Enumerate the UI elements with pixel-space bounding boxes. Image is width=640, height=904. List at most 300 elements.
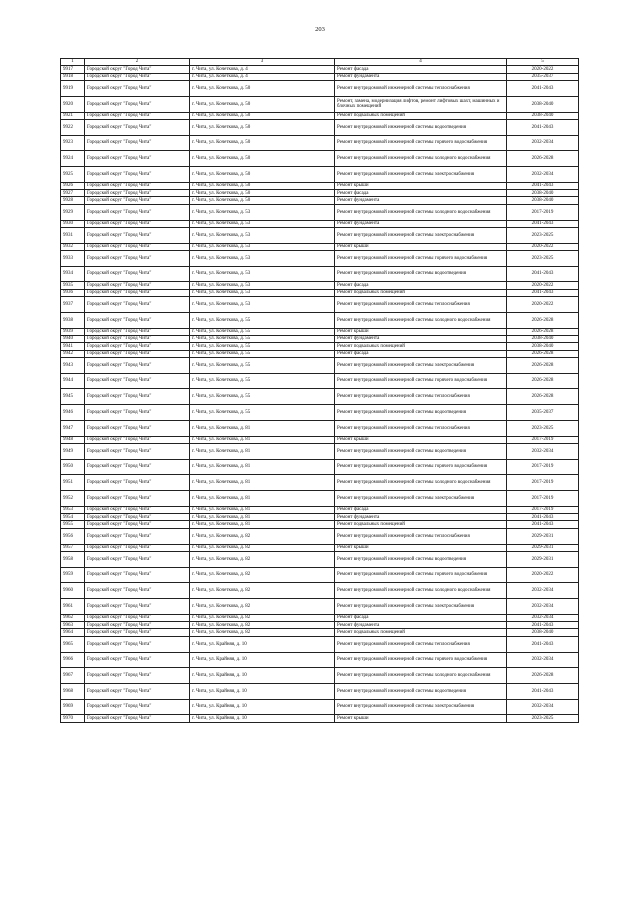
period-cell: 2041-2043: [507, 622, 579, 629]
work-type-cell: Ремонт внутридомовой инженерной системы водоотведения: [335, 551, 507, 567]
row-number-cell: 9951: [61, 475, 85, 491]
municipality-cell: Городской округ "Город Чита": [85, 282, 190, 289]
period-cell: 2026-2028: [507, 328, 579, 335]
municipality-cell: Городской округ "Город Чита": [85, 312, 190, 328]
row-number-cell: 9955: [61, 521, 85, 528]
period-cell: 2032-2034: [507, 443, 579, 459]
table-row: [61, 636, 579, 652]
row-number-cell: 9935: [61, 282, 85, 289]
table-row: [61, 358, 579, 374]
table-row: [61, 297, 579, 313]
period-cell: 2032-2034: [507, 614, 579, 621]
table-row: [61, 683, 579, 699]
address-cell: г. Чита, ул. Кочеткова, д. 82: [190, 622, 335, 629]
table-row: [61, 251, 579, 267]
municipality-cell: Городской округ "Город Чита": [85, 652, 190, 668]
municipality-cell: Городской округ "Город Чита": [85, 151, 190, 167]
municipality-cell: Городской округ "Город Чита": [85, 167, 190, 183]
table-row: [61, 436, 579, 443]
municipality-cell: Городской округ "Город Чита": [85, 182, 190, 189]
row-number-cell: 9961: [61, 599, 85, 615]
row-number-cell: 9958: [61, 551, 85, 567]
municipality-cell: Городской округ "Город Чита": [85, 297, 190, 313]
work-type-cell: Ремонт подвальных помещений: [335, 629, 507, 636]
address-cell: г. Чита, ул. Кочеткова, д. 82: [190, 599, 335, 615]
table-row: [61, 373, 579, 389]
page-number: 203: [315, 26, 325, 33]
address-cell: г. Чита, ул. Кочеткова, д. 53: [190, 227, 335, 243]
row-number-cell: 9929: [61, 204, 85, 220]
address-cell: г. Чита, ул. Кочеткова, д. 50: [190, 151, 335, 167]
row-number-cell: 9952: [61, 491, 85, 507]
work-type-cell: Ремонт внутридомовой инженерной системы электроснабжения: [335, 227, 507, 243]
address-cell: г. Чита, ул. Кочеткова, д. 82: [190, 614, 335, 621]
period-cell: 2032-2034: [507, 167, 579, 183]
period-cell: 2029-2031: [507, 544, 579, 551]
work-type-cell: Ремонт внутридомовой инженерной системы холодного водоснабжения: [335, 583, 507, 599]
work-type-cell: Ремонт внутридомовой инженерной системы водоотведения: [335, 683, 507, 699]
table-row: [61, 350, 579, 357]
row-number-cell: 9917: [61, 66, 85, 73]
column-number-2: 2: [85, 59, 190, 66]
address-cell: г. Чита, ул. Кочеткова, д. 4: [190, 73, 335, 80]
address-cell: г. Чита, ул. Крайняя, д. 10: [190, 652, 335, 668]
row-number-cell: 9942: [61, 350, 85, 357]
table-row: [61, 73, 579, 80]
table-row: [61, 514, 579, 521]
municipality-cell: Городской округ "Город Чита": [85, 622, 190, 629]
municipality-cell: Городской округ "Город Чита": [85, 699, 190, 715]
table-row: [61, 443, 579, 459]
work-type-cell: Ремонт крыши: [335, 328, 507, 335]
work-type-cell: Ремонт подвальных помещений: [335, 521, 507, 528]
municipality-cell: Городской округ "Город Чита": [85, 266, 190, 282]
table-row: [61, 599, 579, 615]
table-row: [61, 699, 579, 715]
work-type-cell: Ремонт внутридомовой инженерной системы водоотведения: [335, 443, 507, 459]
table-row: [61, 204, 579, 220]
row-number-cell: 9965: [61, 636, 85, 652]
municipality-cell: Городской округ "Город Чита": [85, 614, 190, 621]
work-type-cell: Ремонт внутридомовой инженерной системы холодного водоснабжения: [335, 668, 507, 684]
address-cell: г. Чита, ул. Кочеткова, д. 55: [190, 343, 335, 350]
table-row: [61, 197, 579, 204]
address-cell: г. Чита, ул. Кочеткова, д. 81: [190, 475, 335, 491]
municipality-cell: Городской округ "Город Чита": [85, 204, 190, 220]
table-row: [61, 266, 579, 282]
municipality-cell: Городской округ "Город Чита": [85, 567, 190, 583]
table-row: [61, 135, 579, 151]
work-type-cell: Ремонт крыши: [335, 182, 507, 189]
work-type-cell: Ремонт внутридомовой инженерной системы теплоснабжения: [335, 528, 507, 544]
row-number-cell: 9966: [61, 652, 85, 668]
address-cell: г. Чита, ул. Кочеткова, д. 50: [190, 112, 335, 119]
address-cell: г. Чита, ул. Кочеткова, д. 55: [190, 328, 335, 335]
row-number-cell: 9924: [61, 151, 85, 167]
period-cell: 2020-2022: [507, 66, 579, 73]
period-cell: 2026-2028: [507, 373, 579, 389]
row-number-cell: 9918: [61, 73, 85, 80]
period-cell: 2041-2043: [507, 521, 579, 528]
table-row: [61, 567, 579, 583]
row-number-cell: 9928: [61, 197, 85, 204]
municipality-cell: Городской округ "Город Чита": [85, 514, 190, 521]
period-cell: 2038-2040: [507, 343, 579, 350]
address-cell: г. Чита, ул. Кочеткова, д. 81: [190, 506, 335, 513]
period-cell: 2038-2040: [507, 96, 579, 112]
table-row: [61, 182, 579, 189]
period-cell: 2020-2022: [507, 243, 579, 250]
row-number-cell: 9934: [61, 266, 85, 282]
work-type-cell: Ремонт фундамента: [335, 514, 507, 521]
municipality-cell: Городской округ "Город Чита": [85, 475, 190, 491]
row-number-cell: 9945: [61, 389, 85, 405]
address-cell: г. Чита, ул. Кочеткова, д. 50: [190, 96, 335, 112]
municipality-cell: Городской округ "Город Чита": [85, 343, 190, 350]
row-number-cell: 9925: [61, 167, 85, 183]
work-type-cell: Ремонт внутридомовой инженерной системы электроснабжения: [335, 699, 507, 715]
table-row: [61, 420, 579, 436]
period-cell: 2017-2019: [507, 475, 579, 491]
row-number-cell: 9943: [61, 358, 85, 374]
municipality-cell: Городской округ "Город Чита": [85, 528, 190, 544]
period-cell: 2041-2043: [507, 81, 579, 97]
work-type-cell: Ремонт фундамента: [335, 197, 507, 204]
municipality-cell: Городской округ "Город Чита": [85, 350, 190, 357]
address-cell: г. Чита, ул. Кочеткова, д. 55: [190, 350, 335, 357]
row-number-cell: 9968: [61, 683, 85, 699]
period-cell: 2038-2040: [507, 335, 579, 342]
period-cell: 2041-2043: [507, 636, 579, 652]
work-type-cell: Ремонт внутридомовой инженерной системы горячего водоснабжения: [335, 135, 507, 151]
work-type-cell: Ремонт фасада: [335, 614, 507, 621]
table-row: [61, 343, 579, 350]
row-number-cell: 9933: [61, 251, 85, 267]
municipality-cell: Городской округ "Город Чита": [85, 251, 190, 267]
row-number-cell: 9957: [61, 544, 85, 551]
work-type-cell: Ремонт фасада: [335, 506, 507, 513]
table-row: [61, 167, 579, 183]
address-cell: г. Чита, ул. Кочеткова, д. 53: [190, 289, 335, 296]
row-number-cell: 9927: [61, 190, 85, 197]
work-type-cell: Ремонт внутридомовой инженерной системы теплоснабжения: [335, 420, 507, 436]
period-cell: 2041-2043: [507, 683, 579, 699]
address-cell: г. Чита, ул. Кочеткова, д. 50: [190, 197, 335, 204]
address-cell: г. Чита, ул. Кочеткова, д. 50: [190, 135, 335, 151]
row-number-cell: 9962: [61, 614, 85, 621]
table-row: [61, 715, 579, 722]
period-cell: 2029-2031: [507, 528, 579, 544]
address-cell: г. Чита, ул. Кочеткова, д. 82: [190, 583, 335, 599]
work-type-cell: Ремонт внутридомовой инженерной системы горячего водоснабжения: [335, 652, 507, 668]
column-number-5: 5: [507, 59, 579, 66]
row-number-cell: 9949: [61, 443, 85, 459]
period-cell: 2032-2034: [507, 583, 579, 599]
period-cell: 2017-2019: [507, 204, 579, 220]
municipality-cell: Городской округ "Город Чита": [85, 220, 190, 227]
work-type-cell: Ремонт фасада: [335, 350, 507, 357]
address-cell: г. Чита, ул. Кочеткова, д. 82: [190, 551, 335, 567]
address-cell: г. Чита, ул. Кочеткова, д. 55: [190, 389, 335, 405]
work-type-cell: Ремонт крыши: [335, 436, 507, 443]
row-number-cell: 9939: [61, 328, 85, 335]
municipality-cell: Городской округ "Город Чита": [85, 436, 190, 443]
table-body: [61, 59, 579, 723]
table-row: [61, 96, 579, 112]
period-cell: 2038-2040: [507, 629, 579, 636]
work-type-cell: Ремонт внутридомовой инженерной системы водоотведения: [335, 405, 507, 421]
municipality-cell: Городской округ "Город Чита": [85, 405, 190, 421]
table-row: [61, 81, 579, 97]
work-type-cell: Ремонт внутридомовой инженерной системы теплоснабжения: [335, 636, 507, 652]
table-row: [61, 521, 579, 528]
period-cell: 2041-2043: [507, 220, 579, 227]
period-cell: 2020-2022: [507, 282, 579, 289]
row-number-cell: 9970: [61, 715, 85, 722]
period-cell: 2038-2040: [507, 197, 579, 204]
address-cell: г. Чита, ул. Кочеткова, д. 53: [190, 251, 335, 267]
municipality-cell: Городской округ "Город Чита": [85, 506, 190, 513]
row-number-cell: 9919: [61, 81, 85, 97]
row-number-cell: 9953: [61, 506, 85, 513]
address-cell: г. Чита, ул. Кочеткова, д. 82: [190, 528, 335, 544]
municipality-cell: Городской округ "Город Чита": [85, 599, 190, 615]
period-cell: 2026-2028: [507, 389, 579, 405]
table-row: [61, 328, 579, 335]
address-cell: г. Чита, ул. Кочеткова, д. 81: [190, 436, 335, 443]
table-row: [61, 312, 579, 328]
period-cell: 2026-2028: [507, 151, 579, 167]
table-row: [61, 668, 579, 684]
address-cell: г. Чита, ул. Кочеткова, д. 81: [190, 521, 335, 528]
row-number-cell: 9923: [61, 135, 85, 151]
work-type-cell: Ремонт внутридомовой инженерной системы электроснабжения: [335, 358, 507, 374]
address-cell: г. Чита, ул. Крайняя, д. 10: [190, 699, 335, 715]
table-row: [61, 227, 579, 243]
row-number-cell: 9959: [61, 567, 85, 583]
period-cell: 2041-2043: [507, 182, 579, 189]
municipality-cell: Городской округ "Город Чита": [85, 551, 190, 567]
municipality-cell: Городской округ "Город Чита": [85, 629, 190, 636]
address-cell: г. Чита, ул. Кочеткова, д. 81: [190, 420, 335, 436]
table-row: [61, 289, 579, 296]
work-type-cell: Ремонт внутридомовой инженерной системы горячего водоснабжения: [335, 373, 507, 389]
period-cell: 2032-2034: [507, 599, 579, 615]
address-cell: г. Чита, ул. Кочеткова, д. 50: [190, 182, 335, 189]
period-cell: 2017-2019: [507, 506, 579, 513]
table-row: [61, 243, 579, 250]
period-cell: 2041-2043: [507, 514, 579, 521]
period-cell: 2026-2028: [507, 312, 579, 328]
municipality-cell: Городской округ "Город Чита": [85, 227, 190, 243]
period-cell: 2023-2025: [507, 251, 579, 267]
column-number-4: 4: [335, 59, 507, 66]
row-number-cell: 9964: [61, 629, 85, 636]
table-row: [61, 190, 579, 197]
address-cell: г. Чита, ул. Кочеткова, д. 55: [190, 312, 335, 328]
address-cell: г. Чита, ул. Кочеткова, д. 55: [190, 405, 335, 421]
address-cell: г. Чита, ул. Крайняя, д. 10: [190, 683, 335, 699]
municipality-cell: Городской округ "Город Чита": [85, 459, 190, 475]
row-number-cell: 9960: [61, 583, 85, 599]
column-number-1: 1: [61, 59, 85, 66]
row-number-cell: 9950: [61, 459, 85, 475]
address-cell: г. Чита, ул. Крайняя, д. 10: [190, 636, 335, 652]
row-number-cell: 9931: [61, 227, 85, 243]
row-number-cell: 9930: [61, 220, 85, 227]
period-cell: 2032-2034: [507, 135, 579, 151]
row-number-cell: 9932: [61, 243, 85, 250]
table-row: [61, 652, 579, 668]
row-number-cell: 9926: [61, 182, 85, 189]
table-row: [61, 544, 579, 551]
row-number-cell: 9936: [61, 289, 85, 296]
municipality-cell: Городской округ "Город Чита": [85, 119, 190, 135]
table-row: [61, 119, 579, 135]
municipality-cell: Городской округ "Город Чита": [85, 521, 190, 528]
address-cell: г. Чита, ул. Крайняя, д. 10: [190, 668, 335, 684]
address-cell: г. Чита, ул. Кочеткова, д. 82: [190, 629, 335, 636]
work-type-cell: Ремонт внутридомовой инженерной системы электроснабжения: [335, 491, 507, 507]
table-row: [61, 405, 579, 421]
municipality-cell: Городской округ "Город Чита": [85, 112, 190, 119]
address-cell: г. Чита, ул. Кочеткова, д. 55: [190, 358, 335, 374]
table-row: [61, 66, 579, 73]
work-type-cell: Ремонт внутридомовой инженерной системы горячего водоснабжения: [335, 567, 507, 583]
row-number-cell: 9940: [61, 335, 85, 342]
municipality-cell: Городской округ "Город Чита": [85, 135, 190, 151]
address-cell: г. Чита, ул. Кочеткова, д. 82: [190, 544, 335, 551]
period-cell: 2020-2022: [507, 297, 579, 313]
table-row: [61, 112, 579, 119]
period-cell: 2032-2034: [507, 699, 579, 715]
municipality-cell: Городской округ "Город Чита": [85, 491, 190, 507]
work-type-cell: Ремонт фундамента: [335, 73, 507, 80]
work-type-cell: Ремонт внутридомовой инженерной системы электроснабжения: [335, 167, 507, 183]
table-header-row: [61, 59, 579, 66]
municipality-cell: Городской округ "Город Чита": [85, 358, 190, 374]
address-cell: г. Чита, ул. Кочеткова, д. 55: [190, 335, 335, 342]
table-row: [61, 220, 579, 227]
address-cell: г. Чита, ул. Кочеткова, д. 50: [190, 190, 335, 197]
work-type-cell: Ремонт, замена, модернизация лифтов, ремонт лифтовых шахт, машинных и блочных помещений: [335, 96, 507, 112]
period-cell: 2029-2031: [507, 551, 579, 567]
address-cell: г. Чита, ул. Кочеткова, д. 53: [190, 220, 335, 227]
period-cell: 2017-2019: [507, 436, 579, 443]
period-cell: 2035-2037: [507, 73, 579, 80]
work-type-cell: Ремонт внутридомовой инженерной системы горячего водоснабжения: [335, 251, 507, 267]
work-type-cell: Ремонт фасада: [335, 66, 507, 73]
row-number-cell: 9956: [61, 528, 85, 544]
municipality-cell: Городской округ "Город Чита": [85, 328, 190, 335]
work-type-cell: Ремонт внутридомовой инженерной системы электроснабжения: [335, 599, 507, 615]
work-type-cell: Ремонт крыши: [335, 544, 507, 551]
work-type-cell: Ремонт внутридомовой инженерной системы холодного водоснабжения: [335, 204, 507, 220]
municipality-cell: Городской округ "Город Чита": [85, 243, 190, 250]
row-number-cell: 9946: [61, 405, 85, 421]
municipality-cell: Городской округ "Город Чита": [85, 636, 190, 652]
address-cell: г. Чита, ул. Кочеткова, д. 81: [190, 491, 335, 507]
municipality-cell: Городской округ "Город Чита": [85, 420, 190, 436]
row-number-cell: 9920: [61, 96, 85, 112]
address-cell: г. Чита, ул. Кочеткова, д. 50: [190, 167, 335, 183]
row-number-cell: 9921: [61, 112, 85, 119]
period-cell: 2038-2040: [507, 190, 579, 197]
municipality-cell: Городской округ "Город Чита": [85, 190, 190, 197]
row-number-cell: 9941: [61, 343, 85, 350]
repair-schedule-table: [60, 58, 579, 723]
municipality-cell: Городской округ "Город Чита": [85, 583, 190, 599]
column-number-3: 3: [190, 59, 335, 66]
table-row: [61, 629, 579, 636]
table-row: [61, 151, 579, 167]
work-type-cell: Ремонт фундамента: [335, 622, 507, 629]
address-cell: г. Чита, ул. Кочеткова, д. 50: [190, 81, 335, 97]
work-type-cell: Ремонт внутридомовой инженерной системы водоотведения: [335, 119, 507, 135]
row-number-cell: 9947: [61, 420, 85, 436]
period-cell: 2023-2025: [507, 227, 579, 243]
period-cell: 2017-2019: [507, 459, 579, 475]
municipality-cell: Городской округ "Город Чита": [85, 81, 190, 97]
municipality-cell: Городской округ "Город Чита": [85, 66, 190, 73]
work-type-cell: Ремонт крыши: [335, 243, 507, 250]
period-cell: 2032-2034: [507, 652, 579, 668]
work-type-cell: Ремонт фасада: [335, 190, 507, 197]
municipality-cell: Городской округ "Город Чита": [85, 389, 190, 405]
work-type-cell: Ремонт внутридомовой инженерной системы теплоснабжения: [335, 297, 507, 313]
row-number-cell: 9967: [61, 668, 85, 684]
table-row: [61, 622, 579, 629]
address-cell: г. Чита, ул. Кочеткова, д. 50: [190, 119, 335, 135]
work-type-cell: Ремонт внутридомовой инженерной системы теплоснабжения: [335, 81, 507, 97]
work-type-cell: Ремонт подвальных помещений: [335, 112, 507, 119]
address-cell: г. Чита, ул. Кочеткова, д. 53: [190, 204, 335, 220]
table-row: [61, 491, 579, 507]
table-row: [61, 614, 579, 621]
period-cell: 2038-2040: [507, 112, 579, 119]
municipality-cell: Городской округ "Город Чита": [85, 443, 190, 459]
period-cell: 2023-2025: [507, 715, 579, 722]
work-type-cell: Ремонт внутридомовой инженерной системы теплоснабжения: [335, 389, 507, 405]
work-type-cell: Ремонт подвальных помещений: [335, 343, 507, 350]
row-number-cell: 9954: [61, 514, 85, 521]
row-number-cell: 9948: [61, 436, 85, 443]
municipality-cell: Городской округ "Город Чита": [85, 373, 190, 389]
address-cell: г. Чита, ул. Кочеткова, д. 4: [190, 66, 335, 73]
table-row: [61, 506, 579, 513]
work-type-cell: Ремонт подвальных помещений: [335, 289, 507, 296]
municipality-cell: Городской округ "Город Чита": [85, 289, 190, 296]
work-type-cell: Ремонт фасада: [335, 282, 507, 289]
municipality-cell: Городской округ "Город Чита": [85, 335, 190, 342]
municipality-cell: Городской округ "Город Чита": [85, 197, 190, 204]
table-row: [61, 475, 579, 491]
municipality-cell: Городской округ "Город Чита": [85, 683, 190, 699]
period-cell: 2041-2043: [507, 266, 579, 282]
row-number-cell: 9937: [61, 297, 85, 313]
row-number-cell: 9938: [61, 312, 85, 328]
address-cell: г. Чита, ул. Кочеткова, д. 81: [190, 443, 335, 459]
address-cell: г. Чита, ул. Крайняя, д. 10: [190, 715, 335, 722]
work-type-cell: Ремонт внутридомовой инженерной системы холодного водоснабжения: [335, 151, 507, 167]
address-cell: г. Чита, ул. Кочеткова, д. 81: [190, 514, 335, 521]
row-number-cell: 9963: [61, 622, 85, 629]
row-number-cell: 9922: [61, 119, 85, 135]
table-row: [61, 282, 579, 289]
work-type-cell: Ремонт фундамента: [335, 335, 507, 342]
work-type-cell: Ремонт крыши: [335, 715, 507, 722]
table-row: [61, 459, 579, 475]
